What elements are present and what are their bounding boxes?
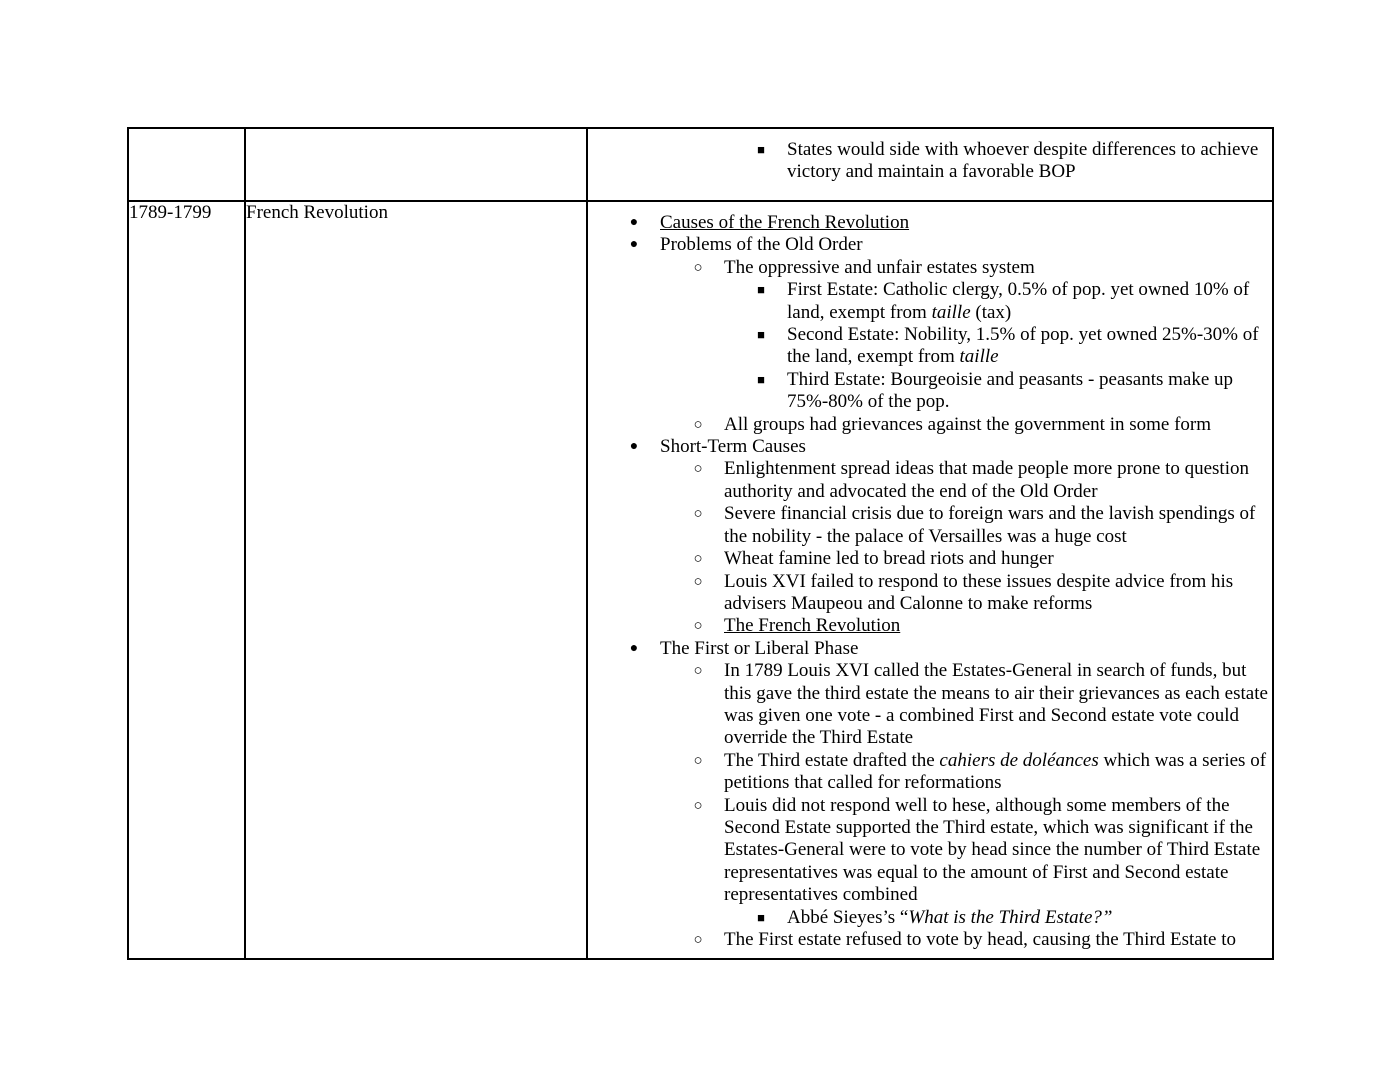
- list-item: ■ Abbé Sieyes’s “What is the Third Estate?”: [588, 907, 1272, 929]
- circle-bullet-icon: ○: [693, 506, 703, 523]
- list-item: ○ Severe financial crisis due to foreign wars and the lavish spendings of the nobility - the palace of Versailles was a huge cost: [588, 503, 1272, 548]
- notes-cell: [587, 201, 1273, 959]
- causes-heading: Causes of the French Revolution: [660, 212, 910, 233]
- list-item: ● Problems of the Old Order: [588, 234, 1272, 256]
- list-item: ■ First Estate: Catholic clergy, 0.5% of pop. yet owned 10% of land, exempt from taille (tax): [588, 279, 1272, 324]
- list-item: ○ All groups had grievances against the government in some form: [588, 414, 1272, 436]
- list-item: ○ Wheat famine led to bread riots and hunger: [588, 548, 1272, 570]
- list-item: ○ The Third estate drafted the cahiers de doléances which was a series of petitions that called for reformations: [588, 750, 1272, 795]
- square-bullet-icon: ■: [757, 371, 765, 387]
- notes-table: [127, 127, 1274, 960]
- circle-bullet-icon: ○: [693, 663, 703, 680]
- list-item: [588, 615, 1272, 637]
- list-item: [588, 212, 1272, 234]
- list-item: ○ In 1789 Louis XVI called the Estates-General in search of funds, but this gave the third estate the means to air their grievances as each estate was given one vote - a combined First and Second estate vote could override the Third Estate: [588, 660, 1272, 750]
- list-item: ■ Second Estate: Nobility, 1.5% of pop. yet owned 25%-30% of the land, exempt from taille: [588, 324, 1272, 369]
- circle-bullet-icon: ○: [693, 932, 703, 948]
- list-item: ○ The First estate refused to vote by head, causing the Third Estate to: [588, 929, 1272, 951]
- circle-bullet-icon: ○: [693, 461, 703, 478]
- square-bullet-icon: ■: [757, 282, 765, 298]
- list-item: ○ Enlightenment spread ideas that made people more prone to question authority and advocated the end of the Old Order: [588, 458, 1272, 503]
- disc-bullet-icon: ●: [629, 237, 639, 253]
- circle-bullet-icon: ○: [693, 416, 703, 433]
- french-revolution-heading: The French Revolution: [724, 615, 901, 637]
- list-item: ○ The oppressive and unfair estates system: [588, 257, 1272, 279]
- list-item: ● Short-Term Causes: [588, 436, 1272, 458]
- topic-cell: [245, 128, 587, 201]
- list-item: ■ Third Estate: Bourgeoisie and peasants - peasants make up 75%-80% of the pop.: [588, 369, 1272, 414]
- list-item: ○ Louis XVI failed to respond to these issues despite advice from his advisers Maupeou and Calonne to make reforms: [588, 571, 1272, 616]
- table-row: [128, 128, 1273, 201]
- notes-cell: [587, 128, 1273, 201]
- table-row: [128, 201, 1273, 959]
- circle-bullet-icon: ○: [693, 573, 703, 590]
- square-bullet-icon: ■: [757, 142, 765, 157]
- square-bullet-icon: ■: [757, 327, 765, 343]
- square-bullet-icon: ■: [757, 909, 765, 925]
- list-item: ● The First or Liberal Phase: [588, 638, 1272, 660]
- list-item: ○ Louis did not respond well to hese, although some members of the Second Estate supported the Third estate, which was significant if the Estates-General were to vote by head since the number of Third Estate representatives was equal to the amount of First and Second estate representatives combined: [588, 795, 1272, 907]
- circle-bullet-icon: ○: [693, 618, 703, 635]
- date-cell: [128, 128, 245, 201]
- topic-cell: French Revolution: [245, 201, 587, 959]
- disc-bullet-icon: ●: [629, 215, 639, 230]
- circle-bullet-icon: ○: [693, 259, 703, 276]
- disc-bullet-icon: ●: [629, 439, 639, 455]
- circle-bullet-icon: ○: [693, 752, 703, 769]
- disc-bullet-icon: ●: [629, 640, 639, 656]
- list-item: ■ States would side with whoever despite differences to achieve victory and maintain a favorable BOP: [588, 139, 1272, 184]
- circle-bullet-icon: ○: [693, 551, 703, 568]
- date-cell: 1789-1799: [128, 201, 245, 959]
- circle-bullet-icon: ○: [693, 797, 703, 814]
